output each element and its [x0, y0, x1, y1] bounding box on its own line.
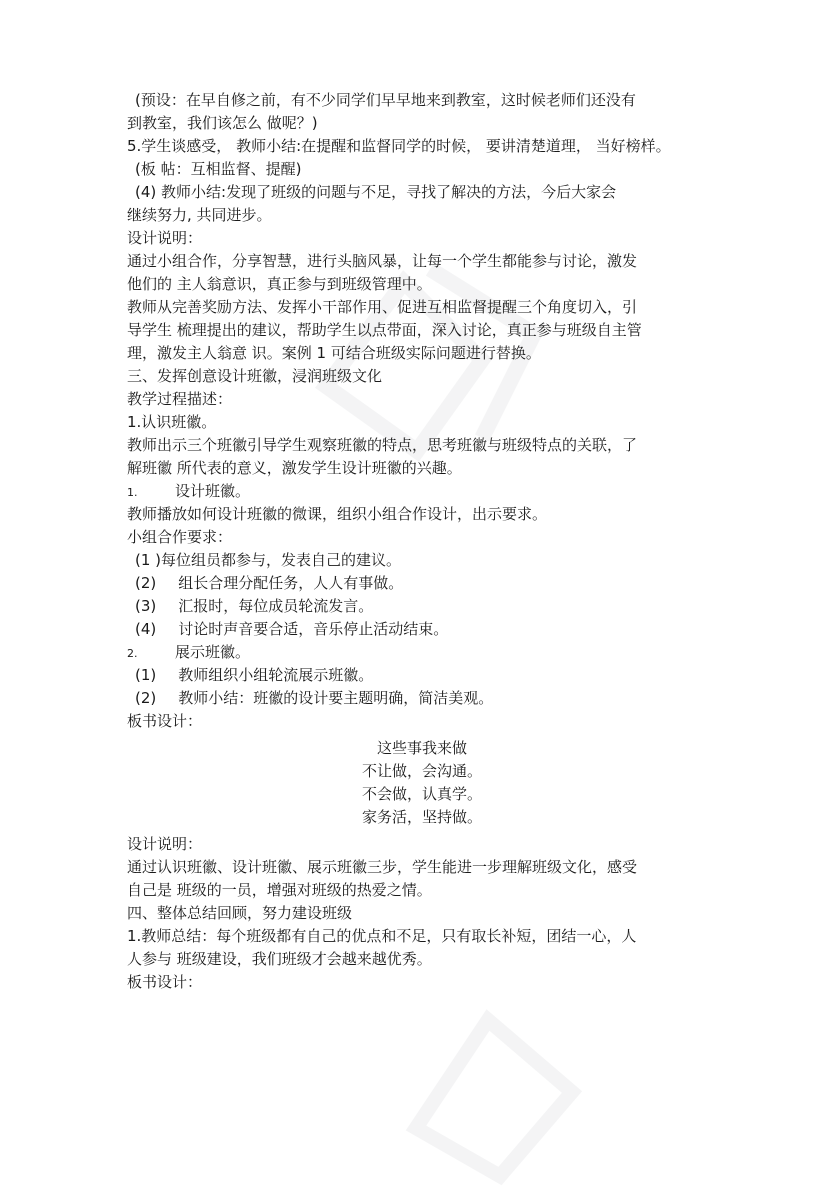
text-line: 人参与 班级建设，我们班级才会越来越优秀。	[127, 950, 432, 968]
item-number: (4)	[135, 620, 157, 638]
numbered-item	[127, 641, 717, 664]
numbered-item	[127, 572, 717, 595]
numbered-item	[127, 664, 717, 687]
text-line: 到教室，我们该怎么 做呢？)	[127, 114, 318, 132]
section-label: 教学过程描述：	[127, 390, 233, 408]
text-line: 教师播放如何设计班徽的微课，组织小组合作设计，出示要求。	[127, 505, 548, 523]
item-text: 展示班徽。	[175, 643, 251, 661]
section-heading: 四、整体总结回顾，努力建设班级	[127, 904, 353, 922]
item-text: 教师小结：班徽的设计要主题明确，简洁美观。	[178, 689, 494, 707]
section-label: 设计说明：	[127, 229, 203, 247]
text-line: 1.教师总结：每个班级都有自己的优点和不足，只有取长补短，团结一心，人	[127, 927, 637, 945]
watermark-stamp-icon-2	[380, 960, 620, 1200]
item-number: (2)	[135, 689, 157, 707]
item-number: 1.	[127, 486, 138, 499]
board-line: 不会做，认真学。	[361, 785, 482, 803]
item-text: 设计班徽。	[175, 482, 251, 500]
text-line: 导学生 梳理提出的建议，帮助学生以点带面，深入讨论，真正参与班级自主管	[127, 321, 642, 339]
text-line: 教师出示三个班徽引导学生观察班徽的特点，思考班徽与班级特点的关联，了	[127, 436, 638, 454]
section-label: 板书设计：	[127, 973, 203, 991]
text-line: 5.学生谈感受， 教师小结:在提醒和监督同学的时候， 要讲清楚道理， 当好榜样。	[127, 137, 671, 155]
item-text: 汇报时，每位成员轮流发言。	[178, 597, 374, 615]
text-line: 继续努力, 共同进步。	[127, 206, 272, 224]
item-number: (2)	[135, 574, 157, 592]
text-line: (板 帖：互相监督、提醒)	[135, 160, 302, 178]
text-line: (4) 教师小结:发现了班级的问题与不足，寻找了解决的方法，今后大家会	[135, 183, 617, 201]
text-line: (预设：在早自修之前，有不少同学们早早地来到教室，这时候老师们还没有	[135, 91, 636, 109]
item-text: 教师组织小组轮流展示班徽。	[178, 666, 374, 684]
item-text: 讨论时声音要合适，音乐停止活动结束。	[178, 620, 449, 638]
section-heading: 三、发挥创意设计班徽，浸润班级文化	[127, 367, 383, 385]
text-line: (1 )每位组员都参与，发表自己的建议。	[135, 551, 402, 569]
text-line: 解班徽 所代表的意义，激发学生设计班徽的兴趣。	[127, 459, 462, 477]
section-label: 设计说明：	[127, 835, 203, 853]
section-label: 板书设计：	[127, 712, 203, 730]
board-line: 家务活，坚持做。	[361, 808, 482, 826]
text-line: 他们的 主人翁意识，真正参与到班级管理中。	[127, 275, 432, 293]
text-line: 通过小组合作，分享智慧，进行头脑风暴，让每一个学生都能参与讨论，激发	[127, 252, 638, 270]
text-line: 通过认识班徽、设计班徽、展示班徽三步，学生能进一步理解班级文化，感受	[127, 858, 638, 876]
numbered-item	[127, 480, 717, 503]
board-line: 不让做，会沟通。	[361, 762, 482, 780]
item-number: (3)	[135, 597, 157, 615]
section-label: 小组合作要求：	[127, 528, 233, 546]
numbered-item	[127, 687, 717, 710]
document-body	[127, 89, 717, 994]
item-text: 组长合理分配任务，人人有事做。	[178, 574, 404, 592]
board-title: 这些事我来做	[376, 739, 467, 757]
text-line: 自己是 班级的一员，增强对班级的热爱之情。	[127, 881, 432, 899]
text-line: 1.认识班徽。	[127, 413, 217, 431]
numbered-item	[127, 618, 717, 641]
item-number: (1)	[135, 666, 157, 684]
text-line: 理，激发主人翁意 识。案例 1 可结合班级实际问题进行替换。	[127, 344, 541, 362]
item-number: 2.	[127, 647, 138, 660]
numbered-item	[127, 595, 717, 618]
text-line: 教师从完善奖励方法、发挥小干部作用、促进互相监督提醒三个角度切入，引	[127, 298, 638, 316]
